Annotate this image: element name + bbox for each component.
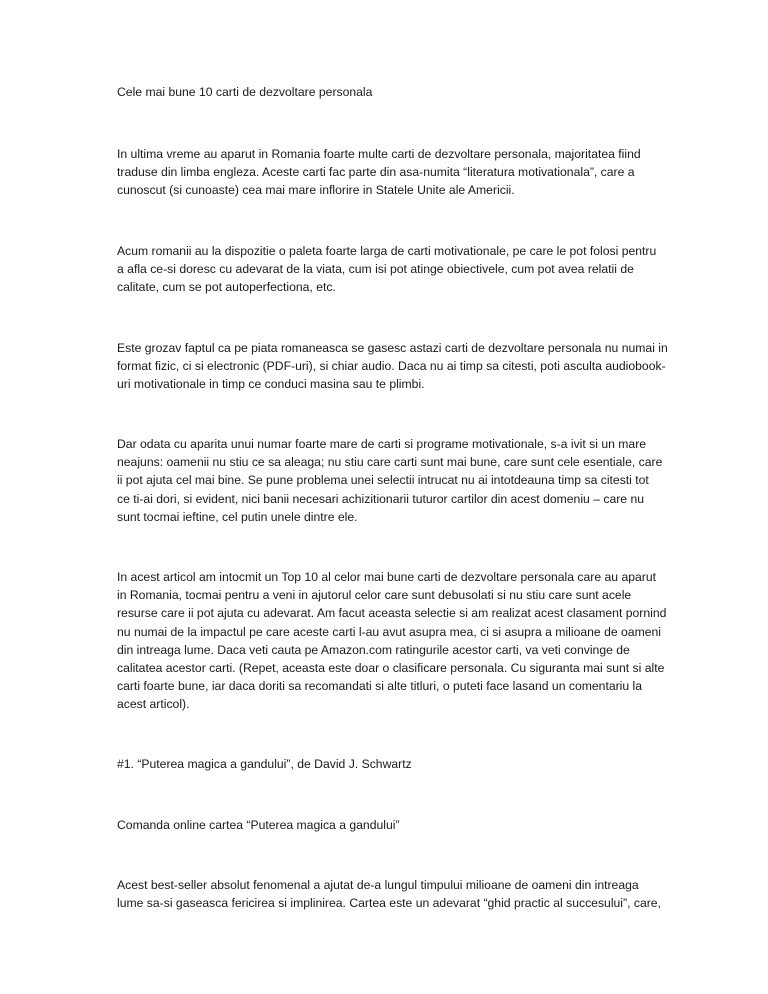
document-title: Cele mai bune 10 carti de dezvoltare personala [117,85,373,99]
paragraph-paleta: Acum romanii au la dispozitie o paleta foarte larga de carti motivationale, pe care le pot folosi pentru a afla ce-si doresc cu adevarat de la viata, cum isi pot atinge obiectivele, cum pot avea relatii de calitate, cum se pot autoperfectiona, etc. [117,244,657,295]
paragraph-neajuns: Dar odata cu aparita unui numar foarte mare de carti si programe motivationale, s-a ivit si un mare neajuns: oamenii nu stiu ce sa aleaga; nu stiu care carti sunt mai bune, care sunt cele esentiale, care ii pot ajuta cel mai bine. Se pune problema unei selectii intrucat nu ai intotdeauna timp sa citesti tot ce ti-ai dori, si evident, nici banii necesari achizitionarii tuturor cartilor din acest domeniu – care nu sunt tocmai ieftine, cel putin unele dintre ele. [117,437,663,524]
paragraph-formate: Este grozav faptul ca pe piata romaneasca se gasesc astazi carti de dezvoltare personala nu numai in format fizic, ci si electronic (PDF-uri), si chiar audio. Daca nu ai timp sa citesti, poti asculta audiobook- uri motivationale in timp ce conduci masina sau te plimbi. [117,341,668,392]
paragraph-bestseller: Acest best-seller absolut fenomenal a ajutat de-a lungul timpului milioane de oameni din intreaga lume sa-si gaseasca fericirea si implinirea. Cartea este un adevarat “ghid practic al succesului”, care, [117,878,661,911]
paragraph-intro: In ultima vreme au aparut in Romania foarte multe carti de dezvoltare personala, majoritatea fiind traduse din limba engleza. Aceste carti fac parte din asa-numita “literatura motivationala”, care a cunoscut (si cunoaste) cea mai mare inflorire in Statele Unite ale Americii. [117,147,641,198]
book-1-heading: #1. “Puterea magica a gandului”, de David J. Schwartz [117,757,412,771]
order-book-link[interactable]: Comanda online cartea “Puterea magica a gandului” [117,818,400,832]
paragraph-top10: In acest articol am intocmit un Top 10 al celor mai bune carti de dezvoltare personala care au aparut in Romania, tocmai pentru a veni in ajutorul celor care sunt debusolati si nu stiu care sunt acele resurse care ii pot ajuta cu adevarat. Am facut aceasta selectie si am realizat acest clasament pornind nu numai de la impactul pe care aceste carti l-au avut asupra mea, ci si asupra a milioane de oameni din intreaga lume. Daca veti cauta pe Amazon.com ratingurile acestor carti, va veti convinge de calitatea acestor carti. (Repet, aceasta este doar o clasificare personala. Cu siguranta mai sunt si alte carti foarte bune, iar daca doriti sa recomandati si alte titluri, o puteti face lasand un comentariu la acest articol). [117,570,667,712]
